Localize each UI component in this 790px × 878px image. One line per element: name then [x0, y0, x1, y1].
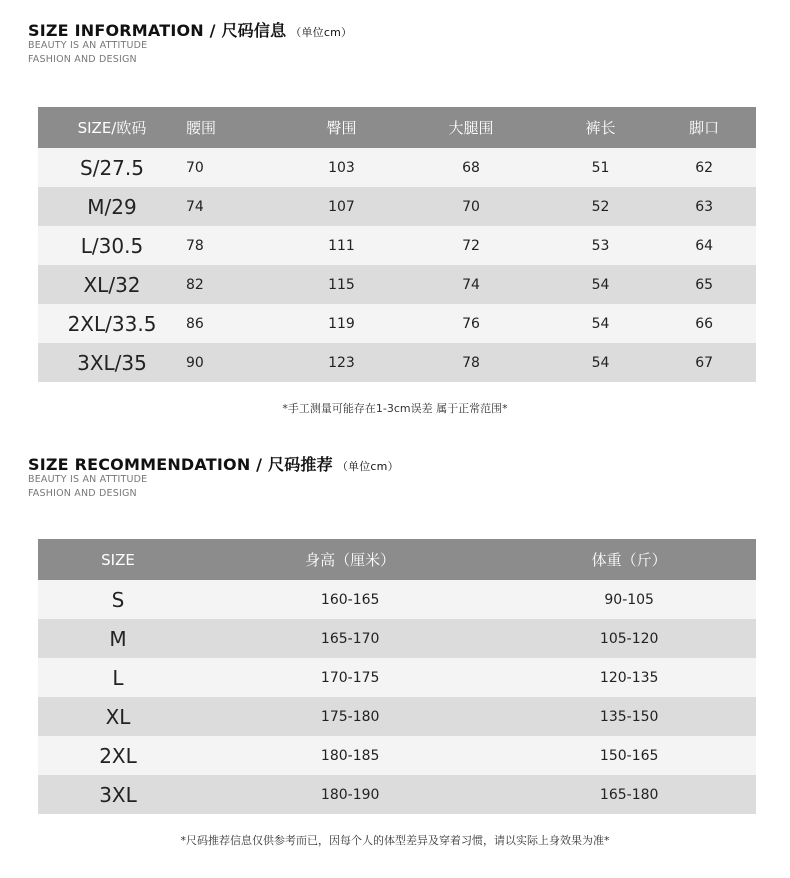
cell-length: 51 — [549, 148, 653, 187]
cell-length: 54 — [549, 304, 653, 343]
cell-weight: 150-165 — [502, 736, 756, 775]
cell-size: L/30.5 — [38, 226, 186, 265]
table-header-row — [38, 107, 756, 148]
cell-size: 3XL/35 — [38, 343, 186, 382]
header-hem: 脚口 — [652, 107, 756, 148]
cell-weight: 165-180 — [502, 775, 756, 814]
cell-length: 53 — [549, 226, 653, 265]
cell-thigh: 76 — [393, 304, 548, 343]
cell-height: 180-190 — [198, 775, 502, 814]
cell-size: XL/32 — [38, 265, 186, 304]
cell-length: 54 — [549, 343, 653, 382]
tagline-line-2: FASHION AND DESIGN — [28, 488, 137, 499]
cell-hip: 103 — [290, 148, 394, 187]
cell-waist: 82 — [186, 265, 290, 304]
cell-thigh: 68 — [393, 148, 548, 187]
cell-size: L — [38, 658, 198, 697]
table-header-row — [38, 539, 756, 580]
cell-height: 170-175 — [198, 658, 502, 697]
cell-height: 180-185 — [198, 736, 502, 775]
header-height: 身高（厘米） — [198, 539, 502, 580]
cell-thigh: 72 — [393, 226, 548, 265]
table-row — [38, 697, 756, 736]
tagline-line-1: BEAUTY IS AN ATTITUDE — [28, 474, 148, 485]
cell-hem: 62 — [652, 148, 756, 187]
size-info-note: *手工测量可能存在1-3cm误差 属于正常范围* — [282, 402, 508, 415]
header-hip: 臀围 — [290, 107, 394, 148]
table-row — [38, 304, 756, 343]
cell-thigh: 78 — [393, 343, 548, 382]
table-row — [38, 658, 756, 697]
cell-hip: 111 — [290, 226, 394, 265]
cell-size: S — [38, 580, 198, 619]
header-thigh: 大腿围 — [393, 107, 548, 148]
cell-waist: 74 — [186, 187, 290, 226]
cell-size: M/29 — [38, 187, 186, 226]
cell-size: M — [38, 619, 198, 658]
cell-thigh: 74 — [393, 265, 548, 304]
cell-hip: 115 — [290, 265, 394, 304]
table-row — [38, 226, 756, 265]
header-length: 裤长 — [549, 107, 653, 148]
cell-hem: 66 — [652, 304, 756, 343]
table-row — [38, 580, 756, 619]
cell-hem: 65 — [652, 265, 756, 304]
cell-length: 54 — [549, 265, 653, 304]
cell-hem: 64 — [652, 226, 756, 265]
header-waist: 腰围 — [186, 107, 290, 148]
size-rec-tagline — [28, 473, 147, 501]
size-info-tagline — [28, 39, 147, 67]
table-row — [38, 265, 756, 304]
header-size: SIZE — [38, 539, 198, 580]
cell-length: 52 — [549, 187, 653, 226]
cell-weight: 120-135 — [502, 658, 756, 697]
cell-hip: 119 — [290, 304, 394, 343]
cell-size: 2XL — [38, 736, 198, 775]
size-recommendation-table — [38, 539, 756, 814]
cell-thigh: 70 — [393, 187, 548, 226]
size-info-title-text: SIZE INFORMATION / 尺码信息 — [28, 21, 287, 40]
cell-waist: 78 — [186, 226, 290, 265]
table-row — [38, 736, 756, 775]
cell-size: 3XL — [38, 775, 198, 814]
table-row — [38, 343, 756, 382]
table-row — [38, 187, 756, 226]
cell-weight: 135-150 — [502, 697, 756, 736]
size-information-table — [38, 107, 756, 382]
header-weight: 体重（斤） — [502, 539, 756, 580]
cell-height: 165-170 — [198, 619, 502, 658]
size-rec-title — [28, 452, 399, 475]
cell-hip: 107 — [290, 187, 394, 226]
cell-hem: 63 — [652, 187, 756, 226]
size-rec-note: *尺码推荐信息仅供参考而已，因每个人的体型差异及穿着习惯，请以实际上身效果为准* — [180, 834, 610, 847]
cell-hem: 67 — [652, 343, 756, 382]
size-info-title — [28, 18, 352, 41]
cell-waist: 70 — [186, 148, 290, 187]
cell-height: 175-180 — [198, 697, 502, 736]
cell-size: S/27.5 — [38, 148, 186, 187]
table-row — [38, 619, 756, 658]
table-row — [38, 775, 756, 814]
table-row — [38, 148, 756, 187]
size-rec-unit: （单位cm） — [336, 460, 399, 473]
cell-waist: 90 — [186, 343, 290, 382]
header-size: SIZE/欧码 — [38, 107, 186, 148]
tagline-line-1: BEAUTY IS AN ATTITUDE — [28, 40, 148, 51]
cell-weight: 90-105 — [502, 580, 756, 619]
cell-height: 160-165 — [198, 580, 502, 619]
size-info-unit: （单位cm） — [290, 26, 353, 39]
cell-weight: 105-120 — [502, 619, 756, 658]
cell-hip: 123 — [290, 343, 394, 382]
size-rec-title-text: SIZE RECOMMENDATION / 尺码推荐 — [28, 455, 333, 474]
cell-waist: 86 — [186, 304, 290, 343]
cell-size: 2XL/33.5 — [38, 304, 186, 343]
cell-size: XL — [38, 697, 198, 736]
tagline-line-2: FASHION AND DESIGN — [28, 54, 137, 65]
